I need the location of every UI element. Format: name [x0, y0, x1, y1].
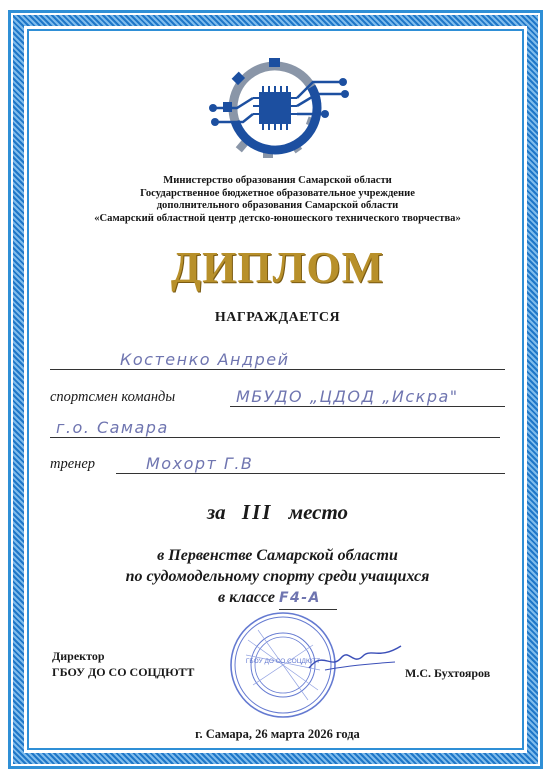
coach-row [50, 452, 505, 474]
coach-label: тренер [50, 456, 96, 472]
team-value: МБУДО „ЦДОД „Искра" [236, 387, 459, 406]
recipient-underline [50, 369, 505, 370]
city-underline [50, 437, 500, 438]
city-row [50, 416, 500, 438]
place-suffix: место [288, 500, 349, 524]
awarded-caption: НАГРАЖДАЕТСЯ [214, 310, 341, 325]
director-org: ГБОУ ДО СО СОЦДЮТТ [52, 665, 195, 679]
class-value: F4-A [278, 590, 321, 606]
team-label: спортсмен команды [50, 389, 176, 405]
class-label: в классе [218, 589, 275, 606]
footer-place-date: г. Самара, 26 марта 2026 года [195, 727, 360, 741]
competition-class-line [0, 587, 555, 610]
city-value: г.о. Самара [56, 418, 169, 437]
director-signature [305, 640, 405, 680]
center-logo-icon [203, 50, 353, 170]
competition-block [0, 545, 555, 610]
director-title: Директор [52, 649, 105, 663]
org-line-1: Министерство образования Самарской области [163, 175, 392, 186]
org-line-2: Государственное бюджетное образовательное учреждение [140, 187, 415, 199]
organization-header [40, 175, 515, 225]
competition-line-2: по судомодельному спорту среди учащихся [125, 568, 430, 585]
recipient-row [50, 348, 505, 370]
diploma-title: ДИПЛОМ [170, 243, 385, 292]
signer-name: М.С. Бухтояров [405, 666, 491, 680]
place-line [0, 500, 555, 525]
org-line-4: «Самарский областной центр детско-юношеского технического творчества» [94, 212, 461, 224]
team-row [50, 385, 505, 407]
director-block [52, 648, 194, 680]
competition-line-1: в Первенстве Самарской области [157, 547, 398, 564]
place-roman: III [241, 500, 273, 524]
team-underline [230, 406, 505, 407]
org-line-3: дополнительного образования Самарской области [156, 200, 399, 211]
place-prefix: за [206, 500, 226, 524]
coach-value: Мохорт Г.В [146, 454, 254, 473]
coach-underline [116, 473, 505, 474]
stamp-center-text: ГБОУ ДО СО СОЦДЮТТ [245, 658, 321, 665]
recipient-name: Костенко Андрей [120, 350, 290, 369]
class-field [279, 587, 337, 610]
